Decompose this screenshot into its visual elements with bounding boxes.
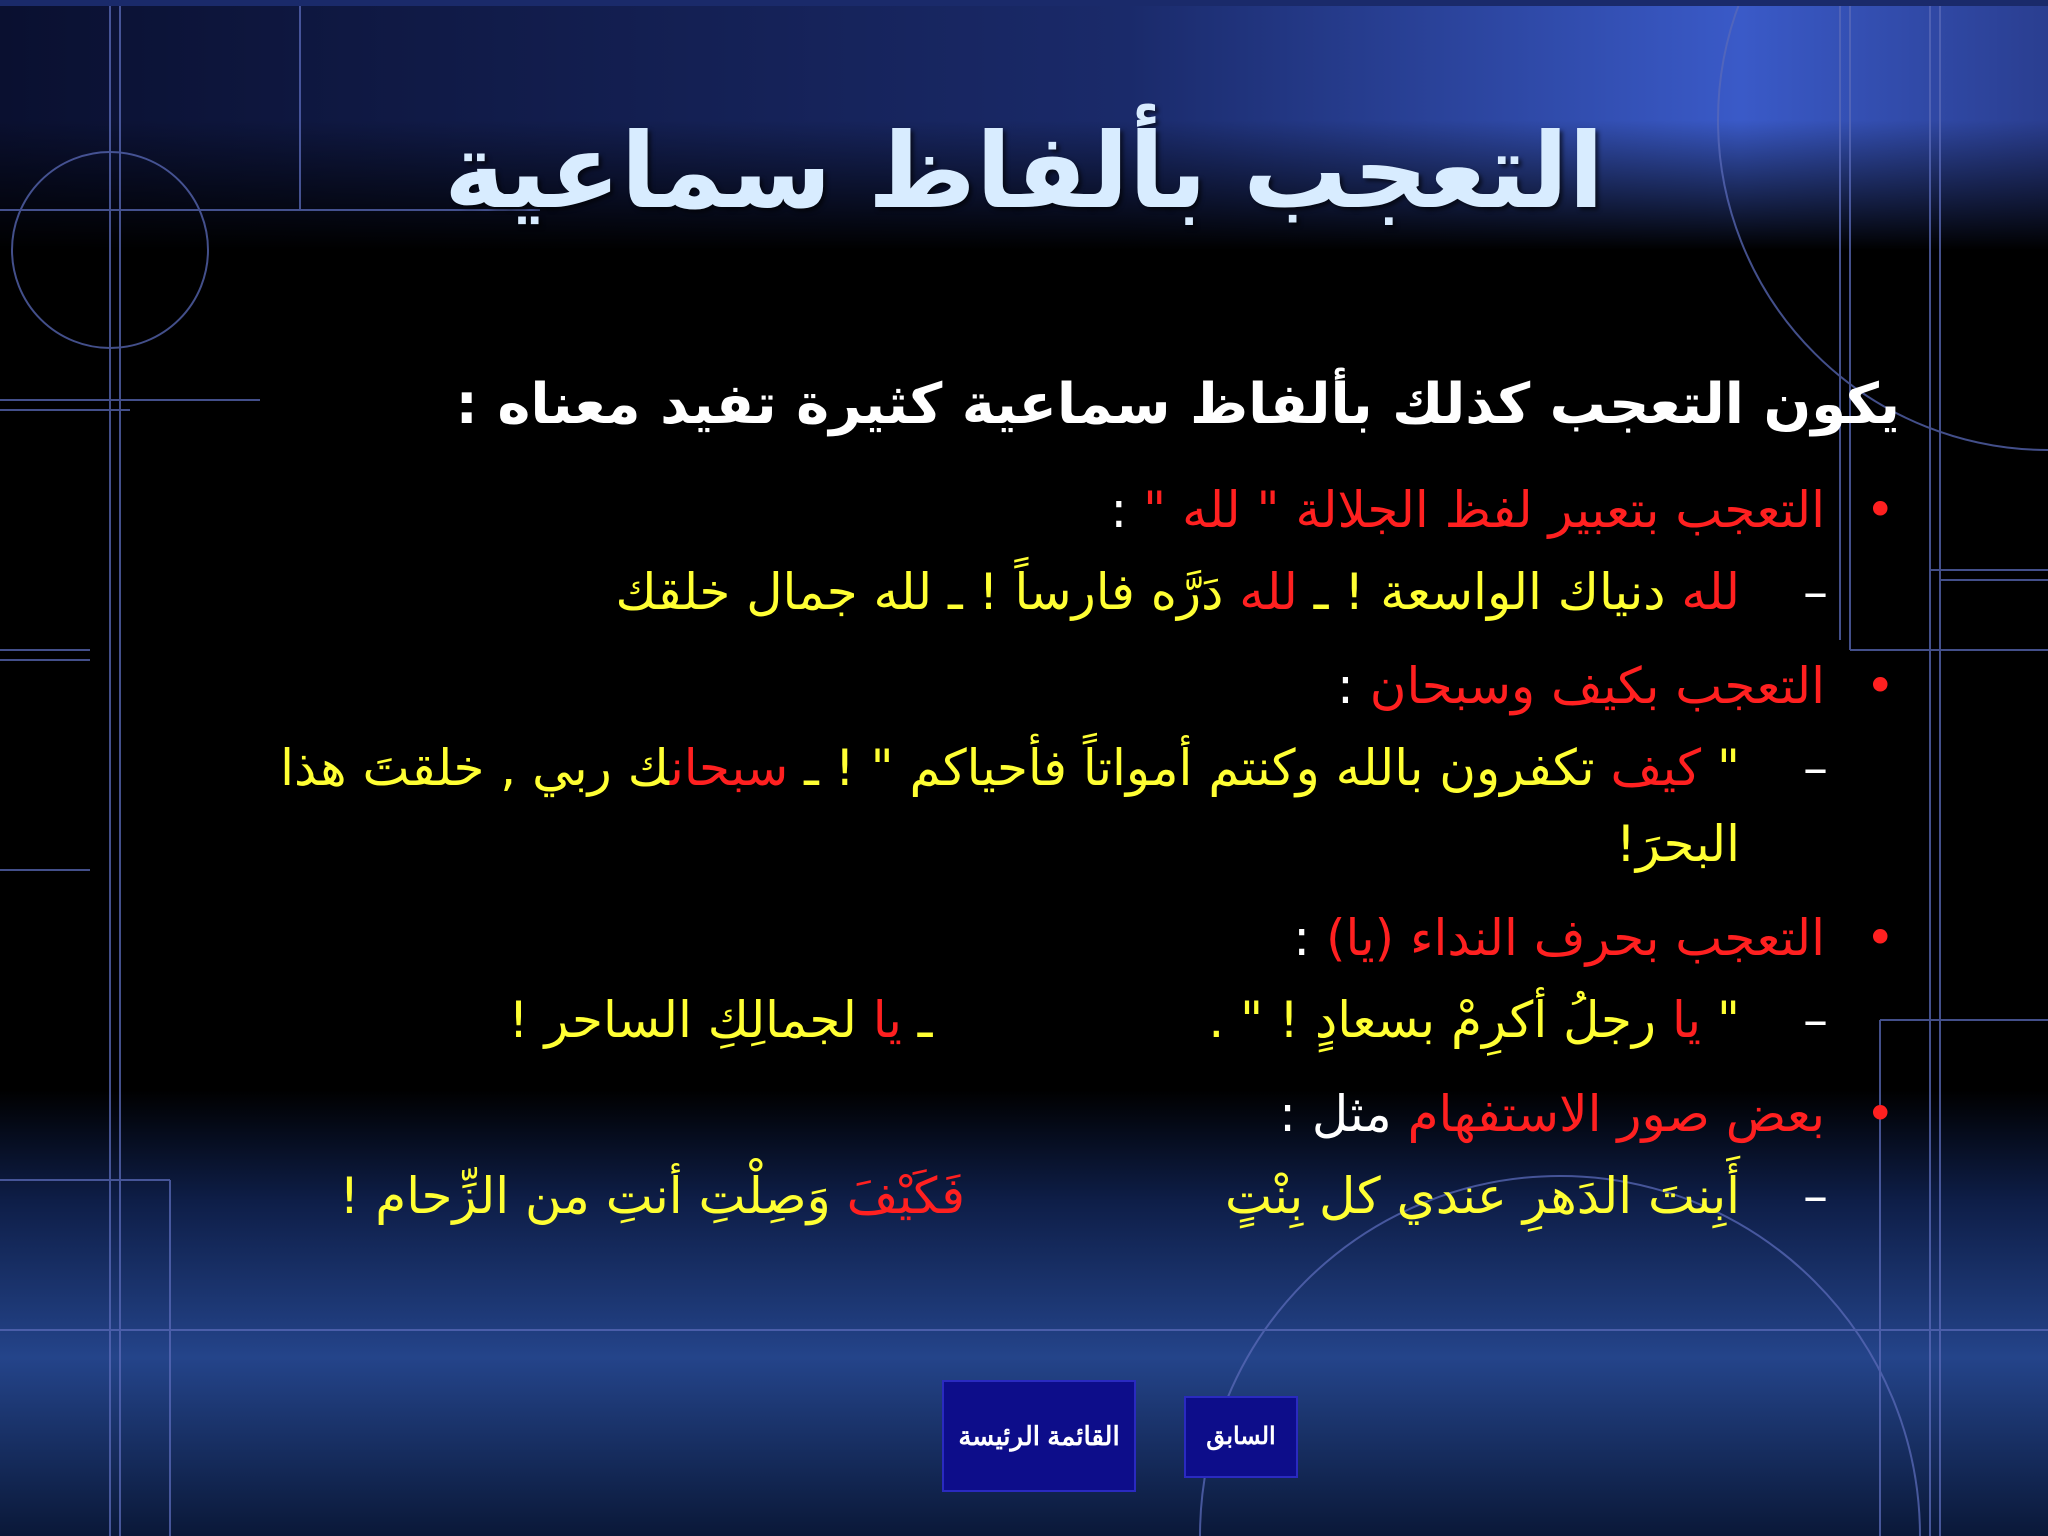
bullet-allah-exclamation	[180, 466, 1900, 554]
slide-content	[180, 360, 1900, 1246]
bullet-colon: :	[1110, 481, 1128, 539]
example-kayfa-subhan	[180, 730, 1900, 882]
dash-marker: –	[1803, 563, 1828, 621]
dash-marker: –	[1803, 739, 1828, 797]
example-text: رجلُ أكرِمْ بسعادٍ ! " .	[1192, 991, 1672, 1049]
intro-text: يكون التعجب كذلك بألفاظ سماعية كثيرة تفيد معناه :	[455, 372, 1900, 437]
example-text: "	[1701, 991, 1740, 1049]
example-ya	[180, 982, 1900, 1058]
bullet-colon: :	[1293, 909, 1311, 967]
bullet-kayfa-subhan	[180, 642, 1900, 730]
dash-marker: –	[1803, 991, 1828, 1049]
bullet-mid: مثل	[1311, 1085, 1392, 1143]
bullet-text: التعجب بتعبير لفظ الجلالة " لله "	[1127, 481, 1825, 539]
example-allah	[180, 554, 1900, 630]
example-text: أَبِنتَ الدَهرِ عندي كل بِنْتٍ	[1225, 1167, 1740, 1225]
bullet-colon: :	[1337, 657, 1354, 715]
main-menu-button[interactable]: القائمة الرئيسة	[942, 1380, 1136, 1492]
highlight-word: يا	[872, 991, 902, 1049]
bullet-text: بعض صور الاستفهام	[1391, 1085, 1825, 1143]
example-text: لجمالِكِ الساحر !	[508, 991, 873, 1049]
example-text: وَصِلْتِ أنتِ من الزِّحام !	[339, 1167, 847, 1225]
example-text: دنياك الواسعة ! ـ	[1297, 563, 1682, 621]
dash-marker: –	[1803, 1167, 1828, 1225]
example-text: ـ	[901, 991, 933, 1049]
example-interrogative	[180, 1158, 1900, 1234]
bullet-text: التعجب بكيف وسبحان	[1353, 657, 1825, 715]
highlight-word: يا	[1671, 991, 1702, 1049]
highlight-word: سبحان	[669, 739, 789, 797]
highlight-word: لله	[1239, 563, 1298, 621]
example-text: تكفرون بالله وكنتم أمواتاً فأحياكم " ! ـ	[788, 739, 1611, 797]
bullet-colon: :	[1279, 1085, 1312, 1143]
slide-title: التعجب بألفاظ سماعية	[444, 110, 1604, 232]
example-text: "	[1701, 739, 1740, 797]
bullet-vocative-ya	[180, 894, 1900, 982]
example-text: دَرَّه فارساً ! ـ لله جمال خلقك	[615, 563, 1240, 621]
previous-button[interactable]: السابق	[1184, 1396, 1298, 1478]
bullet-interrogative	[180, 1070, 1900, 1158]
example-text: ك ربي , خلقتَ هذا البحرَ!	[280, 739, 1740, 873]
bullet-text: التعجب بحرف النداء (يا)	[1310, 909, 1825, 967]
highlight-word: لله	[1681, 563, 1740, 621]
highlight-word: فَكَيْفَ	[846, 1167, 966, 1225]
highlight-word: كيف	[1610, 739, 1702, 797]
